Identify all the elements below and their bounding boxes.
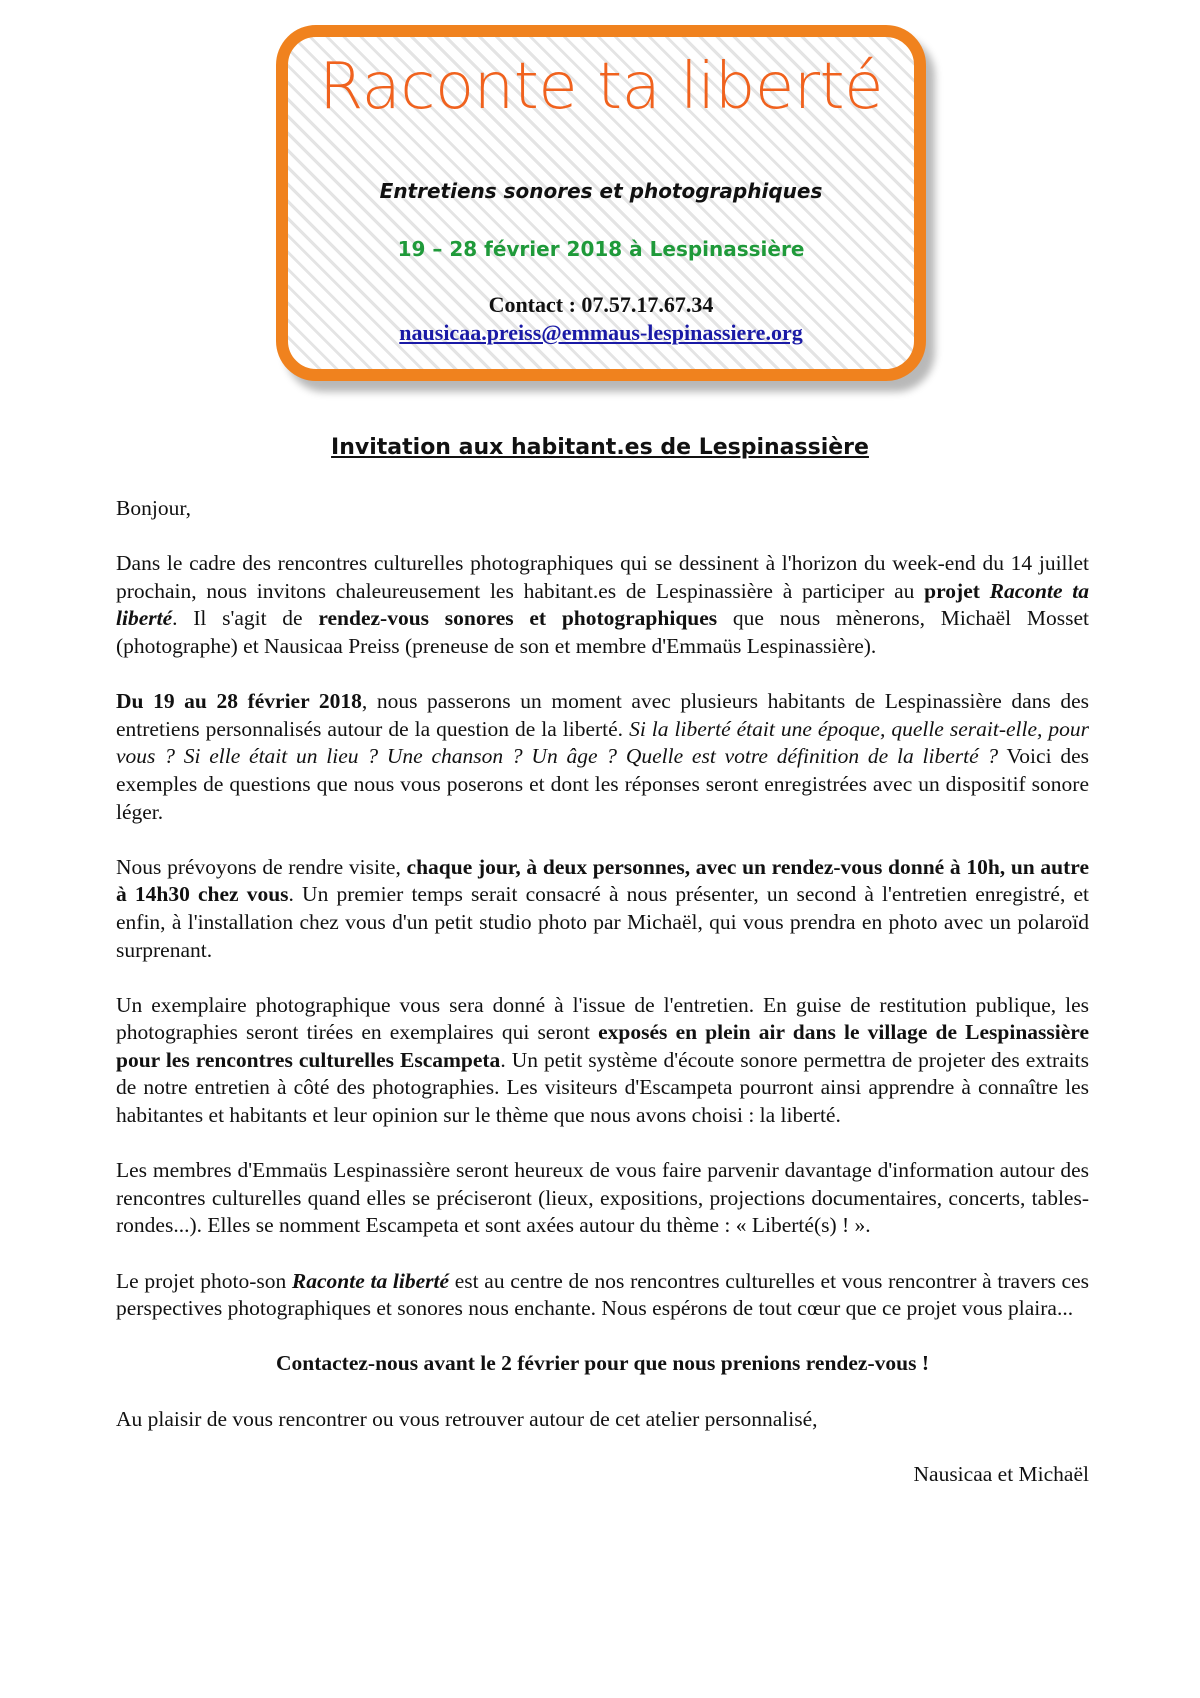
brand-title: Raconte ta liberté <box>319 50 883 124</box>
text-run: . Il s'agit de <box>172 606 319 631</box>
text-run: Voici des exemples de questions que nous vous poserons et dont les réponses seront enregistrées avec un dispositif sonore léger. <box>116 744 1089 824</box>
contact-email-link[interactable]: nausicaa.preiss@emmaus-lespinassiere.org <box>399 320 803 345</box>
call-to-action: Contactez-nous avant le 2 février pour que nous prenions rendez-vous ! <box>276 1351 929 1376</box>
text-run: est au centre de nos rencontres culturelles et vous rencontrer à travers ces perspectives photographiques et sonores nous enchante. Nous espérons de tout cœur que ce projet vous plaira... <box>116 1268 1090 1321</box>
text-run: , nous passerons un moment avec plusieurs habitants de Lespinassière dans des entretiens personnalisés autour de la question de la liberté. <box>116 689 1090 741</box>
text-run: Dans le cadre des rencontres culturelles photographiques qui se dessinent à l'horizon du week-end du 14 juillet prochain, nous invitons chaleureusement les habitant.es de Lespinassière à participer au <box>116 551 1089 603</box>
signature: Nausicaa et Michaël <box>913 1461 1089 1486</box>
letter-body <box>116 495 1089 1516</box>
project-name: Raconte ta liberté <box>291 1268 450 1293</box>
contact-phone: Contact : 07.57.17.67.34 <box>488 292 714 317</box>
paragraph-4 <box>116 992 1089 1130</box>
bold-run: projet <box>924 578 990 603</box>
bold-run: exposés en plein air dans le village de Lespinassière pour les rencontres culturelles Escampeta <box>116 1020 1089 1072</box>
paragraph-1 <box>116 550 1089 660</box>
header-subtitle: Entretiens sonores et photographiques <box>379 179 823 203</box>
paragraph-3 <box>116 854 1089 964</box>
text-run: Le projet photo-son <box>116 1268 292 1293</box>
italic-questions: Si la liberté était une époque, quelle serait-elle, pour vous ? Si elle était un lieu ? Une chanson ? Un âge ? Quelle est votre définition de la liberté ? <box>116 716 1089 769</box>
paragraph-2 <box>116 688 1089 826</box>
text-run: que nous mènerons, Michaël Mosset (photographe) et Nausicaa Preiss (preneuse de son et membre d'Emmaüs Lespinassière). <box>116 606 1090 658</box>
text-run: . Un petit système d'écoute sonore permettra de projeter des extraits de notre entretien à côté des photographies. Les visiteurs d'Escampeta pourront ainsi apprendre à connaître les habitantes et habitants et leur opinion sur le thème que nous avons choisi : la liberté. <box>116 1047 1089 1128</box>
paragraph-5: Les membres d'Emmaüs Lespinassière seront heureux de vous faire parvenir davantage d'information autour des rencontres culturelles quand elles se préciseront (lieux, expositions, projections documentaires, concerts, tables-rondes...). Elles se nomment Escampeta et sont axées autour du thème : « Liberté(s) ! ». <box>116 1158 1089 1238</box>
paragraph-6 <box>116 1268 1089 1323</box>
text-run: . Un premier temps serait consacré à nous présenter, un second à l'entretien enregistré, et enfin, à l'installation chez vous d'un petit studio photo par Michaël, qui vous prendra en photo avec un polaroïd surprenant. <box>116 882 1089 962</box>
text-run: Un exemplaire photographique vous sera donné à l'issue de l'entretien. En guise de restitution publique, les photographies seront tirées en exemplaires qui seront <box>116 992 1089 1045</box>
closing-line: Au plaisir de vous rencontrer ou vous retrouver autour de cet atelier personnalisé, <box>116 1406 818 1431</box>
event-dates: 19 – 28 février 2018 à Lespinassière <box>397 237 805 261</box>
greeting: Bonjour, <box>116 496 191 520</box>
text-run: Nous prévoyons de rendre visite, <box>116 854 407 879</box>
bold-run: chaque jour, à deux personnes, avec un rendez-vous donné à 10h, un autre à 14h30 chez vous <box>116 854 1089 907</box>
project-name: Raconte ta liberté <box>116 578 1089 631</box>
invitation-title: Invitation aux habitant.es de Lespinassière <box>331 435 869 460</box>
bold-run: rendez-vous sonores et photographiques <box>318 606 718 631</box>
header-box <box>276 25 926 381</box>
bold-run: Du 19 au 28 février 2018 <box>116 689 362 714</box>
